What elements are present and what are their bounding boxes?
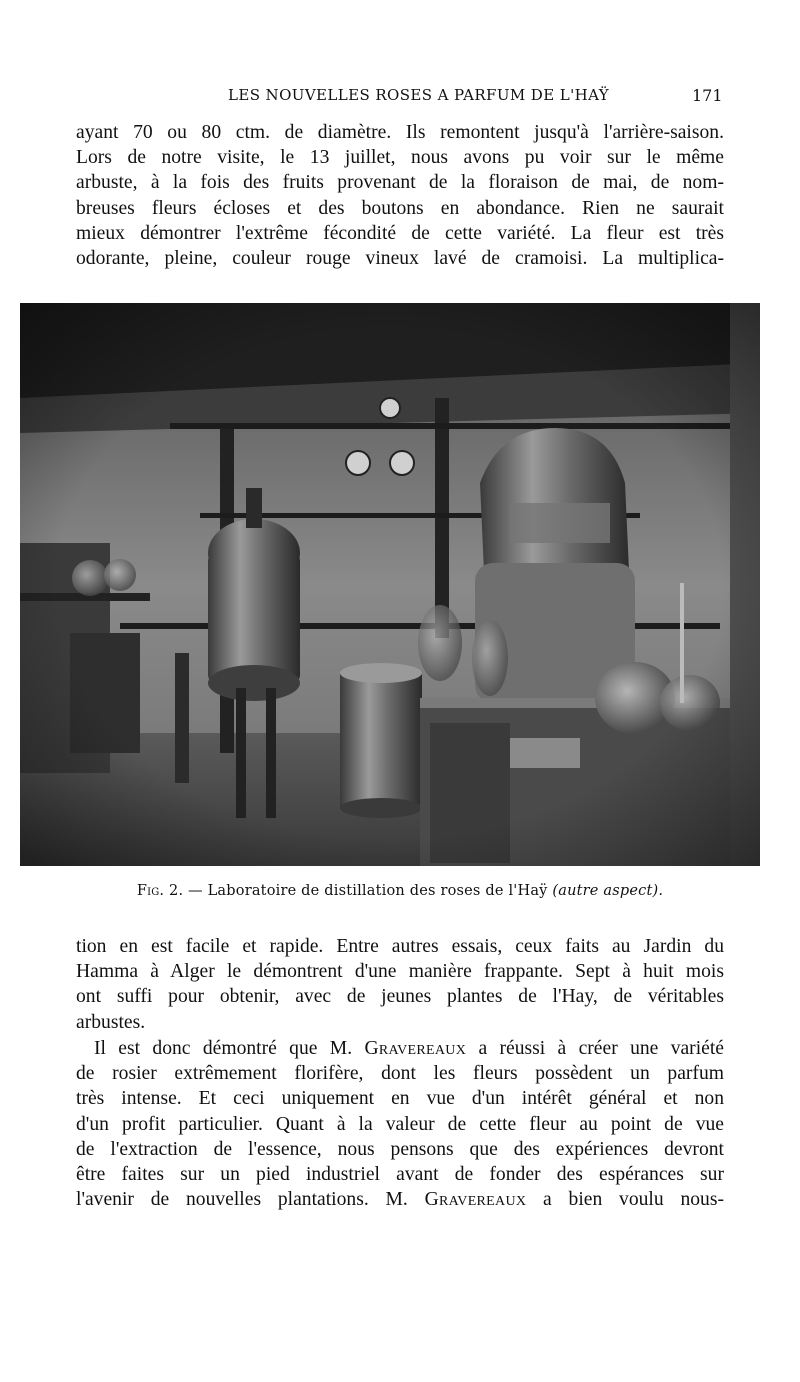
text-line: tion en est facile et rapide. Entre autres essais, ceux faits au Jardin du (76, 936, 724, 957)
paragraph-1 (76, 120, 724, 271)
text-line: ayant 70 ou 80 ctm. de diamètre. Ils remontent jusqu'à l'arrière-saison. (76, 122, 724, 143)
text-line (76, 1036, 724, 1061)
text-segment: a bien voulu nous- (526, 1189, 724, 1211)
text-line: ont suffi pour obtenir, avec de jeunes plantes de l'Hay, de véritables (76, 986, 724, 1008)
distillation-lab-photograph (20, 303, 760, 866)
figure-label: Fig. 2. (136, 883, 184, 899)
text-line: arbuste, à la fois des fruits provenant de la floraison de mai, de nom- (76, 172, 724, 194)
text-line: de l'extraction de l'essence, nous pensons que des expériences devront (76, 1138, 724, 1160)
running-title: LES NOUVELLES ROSES A PARFUM DE L'HAŸ (228, 86, 610, 104)
figure-caption (0, 883, 800, 899)
text-line: d'un profit particulier. Quant à la valeur de cette fleur au point de vue (76, 1113, 724, 1135)
running-header (0, 82, 800, 108)
person-name: Gravereaux (424, 1189, 527, 1211)
text-line: odorante, pleine, couleur rouge vineux lavé de cramoisi. La multiplica- (76, 248, 724, 270)
paragraph-3 (76, 1036, 724, 1212)
page-number: 171 (692, 86, 723, 105)
text-segment: Il est donc démontré que M. (94, 1038, 365, 1059)
person-name: Gravereaux (364, 1038, 467, 1059)
caption-aspect: (autre aspect). (552, 883, 664, 899)
text-line: être faites sur un pied industriel avant de fonder des espérances sur (76, 1164, 724, 1186)
text-segment: a réussi à créer une variété (466, 1038, 724, 1059)
text-line: de rosier extrêmement florifère, dont les fleurs possèdent un parfum (76, 1063, 724, 1085)
text-line: arbustes. (76, 1011, 146, 1033)
text-segment: l'avenir de nouvelles plantations. M. (76, 1189, 425, 1211)
text-line: Hamma à Alger le démontrent d'une manière frappante. Sept à huit mois (76, 961, 724, 983)
caption-text: — Laboratoire de distillation des roses de l'Haÿ (188, 883, 548, 899)
text-line (76, 1187, 724, 1212)
paragraph-2 (76, 934, 724, 1035)
text-line: mieux démontrer l'extrême fécondité de cette variété. La fleur est très (76, 222, 724, 244)
text-line: breuses fleurs écloses et des boutons en abondance. Rien ne saurait (76, 197, 724, 219)
text-line: Lors de notre visite, le 13 juillet, nous avons pu voir sur le même (76, 147, 724, 169)
text-line: très intense. Et ceci uniquement en vue d'un intérêt général et non (76, 1088, 724, 1110)
